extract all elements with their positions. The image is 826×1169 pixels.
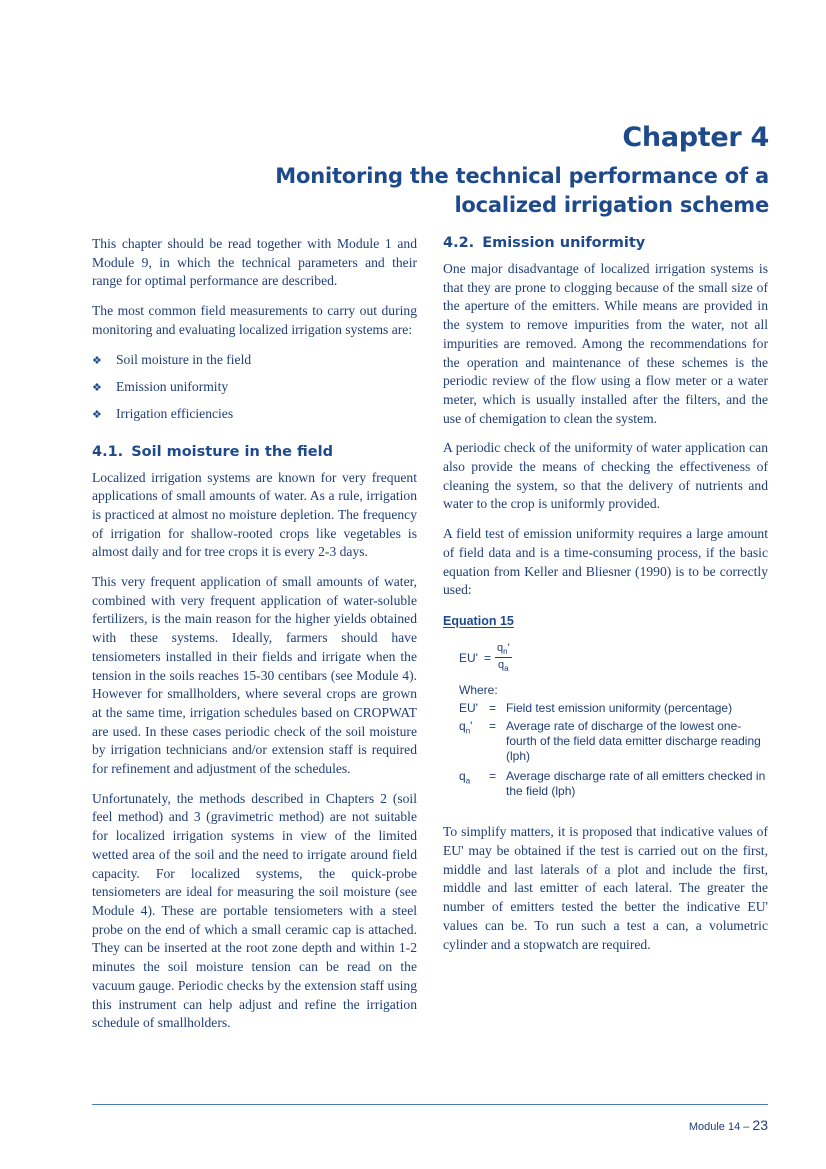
section-title: Emission uniformity: [482, 235, 646, 251]
equation-where: Where:: [459, 683, 498, 698]
uniformity-paragraph-1: One major disadvantage of localized irrigation systems is that they are prone to clogging because of the small size of the aperture of the emitters. While means are provided in the system to remove impurities from the water, not all impurities are removed. Among the recommendations for the operation and maintenance of these schemes is the periodic review of the flow using a flow meter or a water meter, which is usually installed after the filters, and the use of chemigation to clean the system.: [443, 261, 768, 426]
bullet-icon: ❖: [92, 381, 102, 394]
equation-definition: [459, 719, 768, 764]
definition-equals: =: [489, 719, 497, 734]
equation-fraction: [495, 642, 512, 673]
list-item-text: Irrigation efficiencies: [116, 405, 234, 421]
definition-text: Field test emission uniformity (percentage): [506, 701, 733, 716]
left-column: [92, 235, 417, 1044]
fraction-numerator: $q_n'$: [496, 641, 510, 657]
right-column: [443, 235, 768, 965]
definition-symbol: $q_n'$: [459, 719, 473, 736]
list-item: [92, 378, 417, 397]
definition-text: Average rate of discharge of the lowest one-fourth of the field data emitter discharge reading (lph): [506, 719, 761, 764]
soil-paragraph-2: This very frequent application of small amounts of water, combined with very frequent application of water-soluble fertilizers, is the main reason for the higher yields obtained with these systems. Ideally, farmers should have tensiometers installed in their fields and irrigate when the tension in the soils reaches 15-30 centibars (see Module 4). However for smallholders, where several crops are grown at the same time, irrigation schedules based on CROPWAT are used. In these cases periodic check of the soil moisture by irrigation technicians and/or extension staff is required for refinement and adjustment of the schedules.: [92, 574, 417, 777]
intro-paragraph-1: This chapter should be read together with Module 1 and Module 9, in which the technical parameters and their range for optimal performance are described.: [92, 236, 417, 289]
equation-block: [459, 642, 768, 799]
page-footer: [689, 1117, 768, 1133]
footer-module: Module 14 –: [688, 1121, 750, 1133]
definition-symbol: EU': [459, 701, 478, 716]
intro-paragraph-2: The most common field measurements to carry out during monitoring and evaluating localized irrigation systems are:: [92, 303, 417, 337]
section-heading-4-2: [443, 235, 768, 251]
uniformity-paragraph-3: A field test of emission uniformity requires a large amount of field data and is a time-consuming process, if the basic equation from Keller and Bliesner (1990) is to be correctly used:: [443, 526, 768, 598]
bullet-icon: ❖: [92, 408, 102, 421]
definition-equals: =: [489, 701, 497, 716]
list-item: [92, 351, 417, 370]
equation-definition: [459, 769, 768, 799]
section-heading-4-1: [92, 444, 417, 460]
definition-symbol: $q_a$: [459, 769, 471, 786]
equation-equals: =: [483, 650, 491, 665]
bullet-icon: ❖: [92, 354, 102, 367]
soil-paragraph-1: Localized irrigation systems are known for very frequent applications of small amounts of water. As a rule, irrigation is practiced at almost no moisture depletion. The frequency of irrigation for shallow-rooted crops like vegetables is almost daily and for tree crops it is every 2-3 days.: [92, 469, 417, 560]
section-number: 4.2.: [443, 235, 475, 251]
list-item: [92, 405, 417, 424]
section-number: 4.1.: [92, 443, 124, 460]
equation-label: Equation 15: [443, 613, 514, 628]
fraction-denominator: $q_a$: [498, 659, 509, 674]
list-item-text: Emission uniformity: [116, 378, 229, 394]
soil-paragraph-3: Unfortunately, the methods described in Chapters 2 (soil feel method) and 3 (gravimetric method) are not suitable for localized irrigation systems in view of the limited wetted area of the soil and the need to irrigate around field capacity. For localized systems, the quick-probe tensiometers are ideal for measuring the soil moisture (see Module 4). These are portable tensiometers with a steel probe on the end of which a small ceramic cap is attached. They can be inserted at the root zone depth and within 1-2 minutes the soil moisture tension can be read on the vacuum gauge. Periodic checks by the extension staff using this instrument can help adjust and refine the irrigation schedule of smallholders.: [92, 790, 417, 1031]
equation-lhs: EU': [459, 650, 478, 665]
uniformity-paragraph-4: To simplify matters, it is proposed that indicative values of EU' may be obtained if the test is carried out on the first, middle and last laterals of a plot and include the first, middle and last emitter of each lateral. The greater the number of emitters tested the better the indicative EU' values can be. To run such a test a can, a volumetric cylinder and a stopwatch are required.: [443, 824, 768, 952]
measurement-list: [92, 351, 417, 424]
footer-rule: [92, 1104, 768, 1105]
page-number: 23: [752, 1117, 768, 1133]
uniformity-paragraph-2: A periodic check of the uniformity of water application can also provide the means of checking the effectiveness of cleaning the system, so that the delivery of nutrients and water to the crop is uniformly provided.: [443, 440, 768, 512]
chapter-title: Monitoring the technical performance of a localized irrigation scheme: [275, 164, 769, 217]
section-title: Soil moisture in the field: [131, 443, 333, 460]
equation-definition: [459, 701, 768, 716]
definition-text: Average discharge rate of all emitters checked in the field (lph): [506, 769, 766, 799]
definition-equals: =: [489, 769, 497, 784]
list-item-text: Soil moisture in the field: [116, 351, 252, 367]
chapter-number: Chapter 4: [622, 122, 769, 153]
equation-formula: [459, 642, 768, 673]
